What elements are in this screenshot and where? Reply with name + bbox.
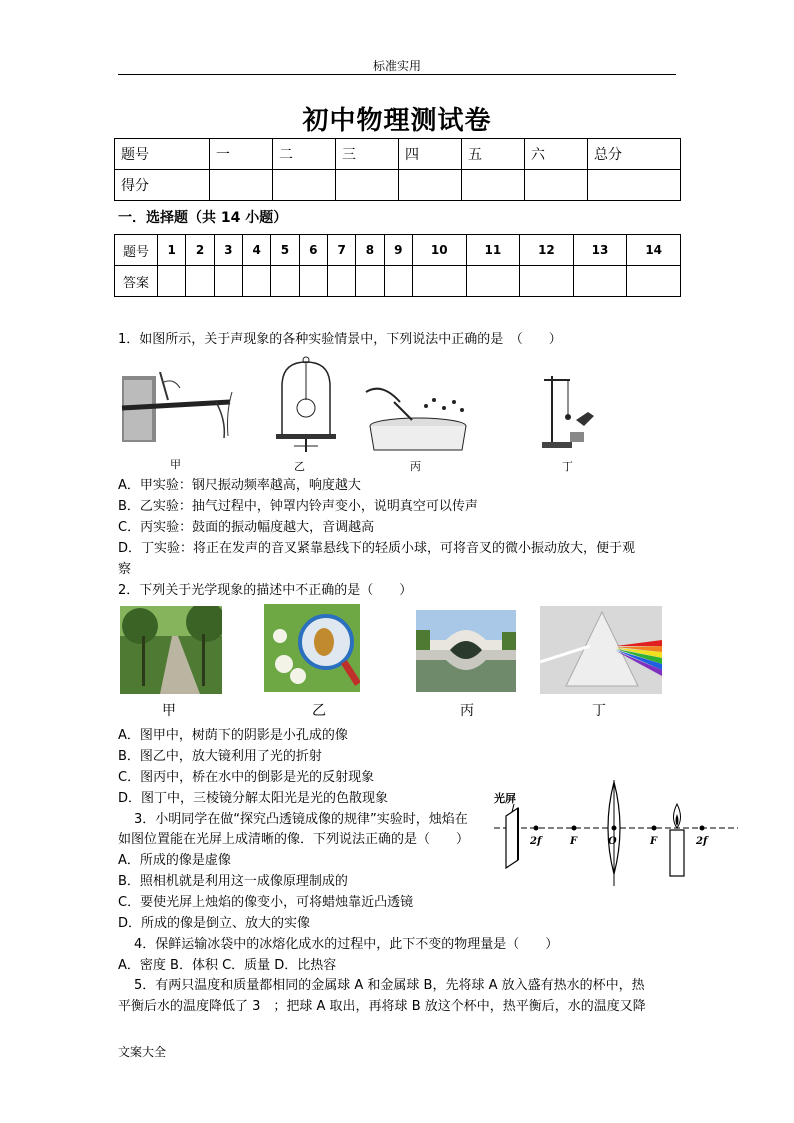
q2-caption-jia: 甲 — [162, 703, 176, 719]
question-number: 5 — [271, 235, 299, 266]
q1-stem: 1．如图所示，关于声现象的各种实验情景中，下列说法中正确的是 （ ） — [118, 332, 562, 347]
convex-lens-diagram — [494, 780, 738, 886]
ruler-experiment-figure — [120, 372, 250, 444]
question-number: 14 — [627, 235, 681, 266]
score-row-label: 得分 — [115, 170, 210, 201]
drum-figure — [364, 380, 474, 452]
label-2f-left: 2f — [530, 836, 542, 847]
score-input-cell[interactable] — [525, 170, 588, 201]
q1-caption-yi: 乙 — [294, 460, 305, 473]
q3-stem-line2: 如图位置能在光屏上成清晰的像．下列说法正确的是（ ） — [118, 832, 470, 847]
label-f-left: F — [570, 836, 578, 847]
q2-caption-yi: 乙 — [312, 703, 326, 719]
answer-input-cell[interactable] — [158, 266, 186, 297]
question-number: 3 — [214, 235, 242, 266]
answer-input-cell[interactable] — [573, 266, 627, 297]
question-number: 7 — [327, 235, 355, 266]
score-input-cell[interactable] — [588, 170, 681, 201]
q3-option-d: D．所成的像是倒立、放大的实像 — [118, 916, 311, 931]
score-cell: 四 — [399, 139, 462, 170]
answer-input-cell[interactable] — [242, 266, 270, 297]
answer-input-cell[interactable] — [186, 266, 214, 297]
q1-option-d-cont: 察 — [118, 562, 132, 577]
score-table-header-row — [115, 139, 681, 170]
label-2f-right: 2f — [696, 836, 708, 847]
page-footer: 文案大全 — [118, 1045, 167, 1059]
page-header: 标准实用 — [372, 59, 421, 73]
answer-input-cell[interactable] — [466, 266, 520, 297]
screen-label: 光屏 — [494, 792, 516, 805]
score-cell: 二 — [273, 139, 336, 170]
q1-option-a: A．甲实验：钢尺振动频率越高，响度越大 — [118, 478, 361, 493]
q1-caption-bing: 丙 — [410, 460, 421, 473]
answer-input-cell[interactable] — [356, 266, 384, 297]
score-cell: 三 — [336, 139, 399, 170]
answer-table-header-row — [115, 235, 681, 266]
q5-line1: 5．有两只温度和质量都相同的金属球 A 和金属球 B，先将球 A 放入盛有热水的杯中，热 — [134, 978, 645, 993]
answer-input-cell[interactable] — [412, 266, 466, 297]
answer-input-cell[interactable] — [627, 266, 681, 297]
score-cell: 六 — [525, 139, 588, 170]
score-cell: 五 — [462, 139, 525, 170]
q2-option-d: D．图丁中，三棱镜分解太阳光是光的色散现象 — [118, 791, 389, 806]
q2-caption-ding: 丁 — [592, 703, 606, 719]
q4-options: A．密度 B．体积 C．质量 D．比热容 — [118, 958, 337, 973]
answer-input-cell[interactable] — [271, 266, 299, 297]
prism-photo — [540, 606, 662, 694]
question-number: 8 — [356, 235, 384, 266]
answer-row-label: 答案 — [115, 266, 158, 297]
label-o: O — [608, 836, 617, 847]
score-table — [114, 138, 681, 201]
question-number: 9 — [384, 235, 412, 266]
score-cell: 总分 — [588, 139, 681, 170]
q2-stem: 2．下列关于光学现象的描述中不正确的是（ ） — [118, 583, 413, 598]
question-number: 10 — [412, 235, 466, 266]
score-cell: 题号 — [115, 139, 210, 170]
score-input-cell[interactable] — [273, 170, 336, 201]
question-number: 2 — [186, 235, 214, 266]
label-f-right: F — [650, 836, 658, 847]
q3-option-b: B．照相机就是利用这一成像原理制成的 — [118, 874, 348, 889]
bridge-reflection-photo — [416, 610, 516, 692]
answer-input-cell[interactable] — [299, 266, 327, 297]
page-title: 初中物理测试卷 — [302, 106, 492, 136]
score-input-cell[interactable] — [399, 170, 462, 201]
score-cell: 一 — [210, 139, 273, 170]
q1-option-b: B．乙实验：抽气过程中，钟罩内铃声变小，说明真空可以传声 — [118, 499, 478, 514]
score-input-cell[interactable] — [462, 170, 525, 201]
question-number: 1 — [158, 235, 186, 266]
magnifier-photo — [264, 604, 360, 692]
q2-option-a: A．图甲中，树荫下的阴影是小孔成的像 — [118, 728, 348, 743]
q1-option-c: C．丙实验：鼓面的振动幅度越大，音调越高 — [118, 520, 375, 535]
score-table-score-row — [115, 170, 681, 201]
q2-option-c: C．图丙中，桥在水中的倒影是光的反射现象 — [118, 770, 375, 785]
score-input-cell[interactable] — [210, 170, 273, 201]
section-title: 一．选择题（共 14 小题） — [118, 210, 288, 226]
question-number: 13 — [573, 235, 627, 266]
answer-table — [114, 234, 681, 297]
question-number: 6 — [299, 235, 327, 266]
question-number: 12 — [520, 235, 574, 266]
q2-caption-bing: 丙 — [460, 703, 474, 719]
answer-input-cell[interactable] — [384, 266, 412, 297]
question-number: 4 — [242, 235, 270, 266]
answer-table-answer-row — [115, 266, 681, 297]
q3-stem-line1: 3．小明同学在做“探究凸透镜成像的规律”实验时，烛焰在 — [134, 812, 468, 827]
answer-row-label: 题号 — [115, 235, 158, 266]
tree-shade-photo — [120, 606, 222, 694]
score-input-cell[interactable] — [336, 170, 399, 201]
q4-stem: 4．保鲜运输冰袋中的冰熔化成水的过程中，此下不变的物理量是（ ） — [134, 937, 559, 952]
q3-option-a: A．所成的像是虚像 — [118, 853, 231, 868]
answer-input-cell[interactable] — [520, 266, 574, 297]
q1-caption-ding: 丁 — [562, 460, 573, 473]
q1-caption-jia: 甲 — [170, 458, 181, 471]
header-rule — [118, 74, 676, 75]
tuning-fork-figure — [538, 372, 598, 454]
question-number: 11 — [466, 235, 520, 266]
bell-jar-figure — [274, 356, 338, 452]
q1-option-d: D．丁实验：将正在发声的音叉紧靠悬线下的轻质小球，可将音叉的微小振动放大，便于观 — [118, 541, 636, 556]
q5-line2: 平衡后水的温度降低了 3 ；把球 A 取出，再将球 B 放这个杯中，热平衡后，水的温度又降 — [118, 999, 646, 1014]
answer-input-cell[interactable] — [327, 266, 355, 297]
answer-input-cell[interactable] — [214, 266, 242, 297]
q3-option-c: C．要使光屏上烛焰的像变小，可将蜡烛靠近凸透镜 — [118, 895, 414, 910]
q2-option-b: B．图乙中，放大镜利用了光的折射 — [118, 749, 322, 764]
